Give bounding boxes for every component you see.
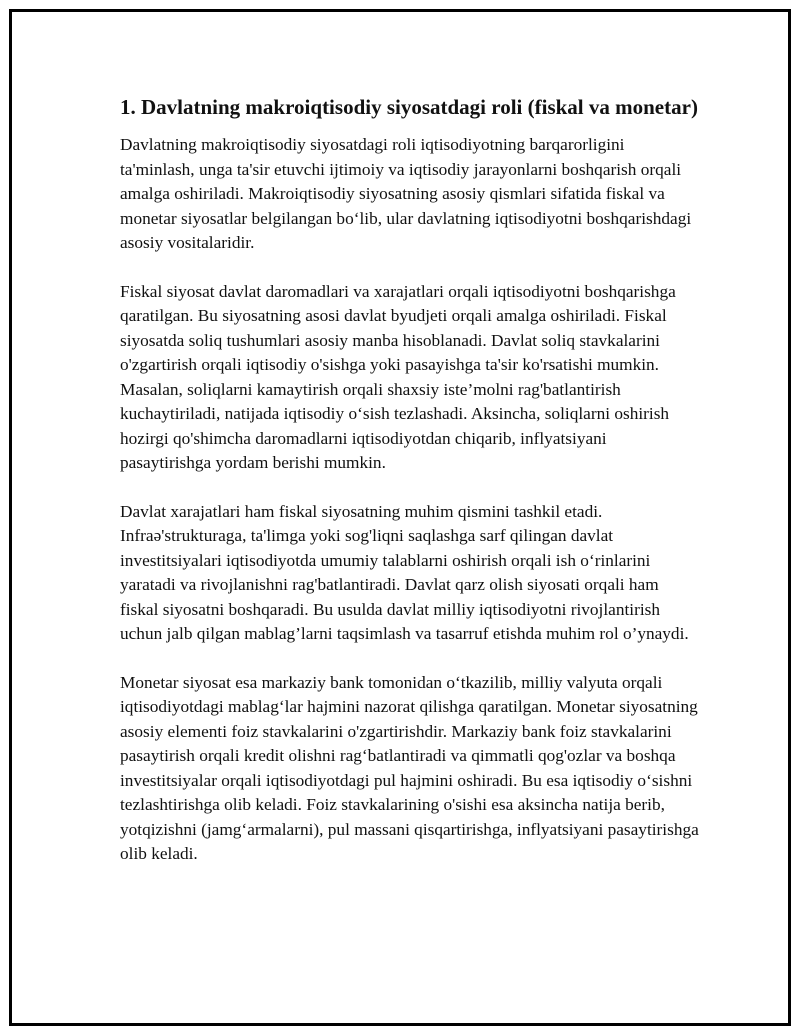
paragraph-government-spending: Davlat xarajatlari ham fiskal siyosatning muhim qismini tashkil etadi. Infraə'strukturaga, ta'limga yoki sog'liqni saqlashga sarf qilingan davlat investitsiyalari iqtisodiyotda umumiy talablarni oshirish orqali ish o‘rinlarini yaratadi va rivojlanishni rag'batlantiradi. Davlat qarz olish siyosati orqali ham fiskal siyosatni boshqaradi. Bu usulda davlat milliy iqtisodiyotni rivojlantirish uchun jalb qilgan mablag’larni taqsimlash va tasarruf etishda muhim rol o’ynaydi. [120,501,689,643]
section-title: 1. Davlatning makroiqtisodiy siyosatdagi roli (fiskal va monetar) [120,95,698,119]
paragraph-monetary-policy: Monetar siyosat esa markaziy bank tomonidan o‘tkazilib, milliy valyuta orqali iqtisodiyotdagi mablag‘lar hajmini nazorat qilishga qaratilgan. Monetar siyosatning asosiy elementi foiz stavkalarini o'zgartirishdir. Markaziy bank foiz stavkalarini pasaytirish orqali kredit olishni rag‘batlantiradi va qimmatli qog'ozlar va boshqa investitsiyalar orqali iqtisodiyotdagi pul hajmini oshiradi. Bu esa iqtisodiy o‘sishni tezlashtirishga olib keladi. Foiz stavkalarining o'sishi esa aksincha natija berib, yotqizishni (jamg‘armalarni), pul massani qisqartirishga, inflyatsiyani pasaytirishga olib keladi. [120,672,699,863]
document-content [120,94,700,891]
paragraph-fiscal-policy: Fiskal siyosat davlat daromadlari va xarajatlari orqali iqtisodiyotni boshqarishga qaratilgan. Bu siyosatning asosi davlat byudjeti orqali amalga oshiriladi. Fiskal siyosatda soliq tushumlari asosiy manba hisoblanadi. Davlat soliq stavkalarini o'zgartirish orqali iqtisodiy o'sishga yoki pasayishga ta'sir ko'rsatishi mumkin. Masalan, soliqlarni kamaytirish orqali shaxsiy iste’molni rag'batlantirish kuchaytiriladi, natijada iqtisodiy o‘sish tezlashadi. Aksincha, soliqlarni oshirish hozirgi qo'shimcha daromadlarni iqtisodiyotdan chiqarib, inflyatsiyani pasaytirishga yordam berishi mumkin. [120,281,676,472]
document-page [9,9,791,1026]
paragraph-intro: Davlatning makroiqtisodiy siyosatdagi roli iqtisodiyotning barqarorligini ta'minlash, unga ta'sir etuvchi ijtimoiy va iqtisodiy jarayonlarni boshqarish orqali amalga oshiriladi. Makroiqtisodiy siyosatning asosiy qismlari sifatida fiskal va monetar siyosatlar belgilangan bo‘lib, ular davlatning iqtisodiyotni boshqarishdagi asosiy vositalaridir. [120,135,692,252]
